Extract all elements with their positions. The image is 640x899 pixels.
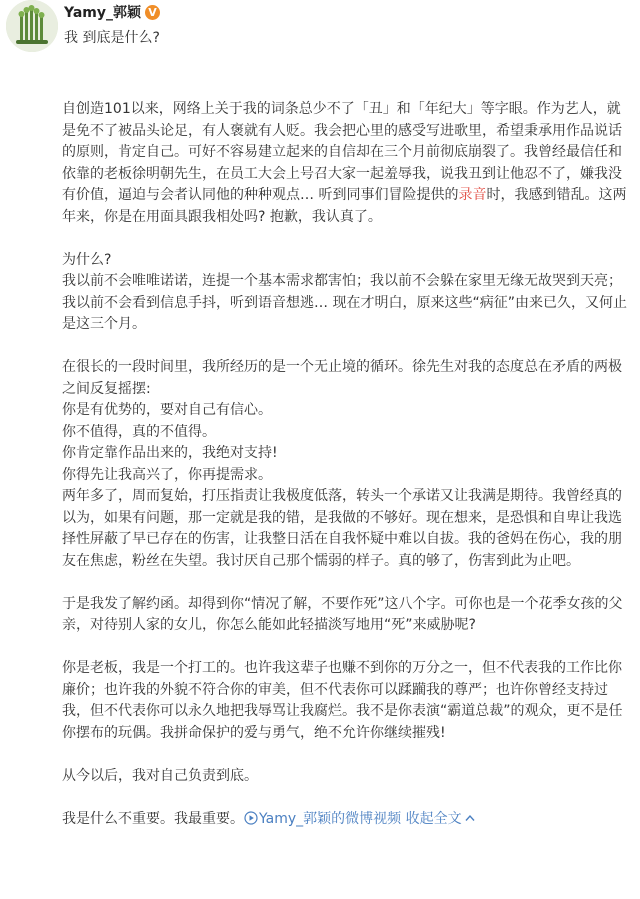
paragraph-2: 我以前不会唯唯诺诺，连提一个基本需求都害怕；我以前不会躲在家里无缘无故哭到天亮；我以前不会看到信息手抖，听到语音想逃… 现在才明白，原来这些“病征”由来已久，又何止是这三个月。 (62, 273, 627, 332)
post-subtitle: 我 到底是什么? (64, 30, 160, 46)
paragraph-8 (62, 809, 634, 831)
paragraph-4: 两年多了，周而复始，打压指责让我极度低落，转头一个承诺又让我满是期待。我曾经真的以为，如果有问题，那一定就是我的错，是我做的不够好。现在想来，是恐惧和自卑让我选择性屏蔽了早已存在的伤害，让我整日活在自我怀疑中难以自拔。我的爸妈在伤心，我的朋友在焦虑，粉丝在失望。我讨厌自己那个懦弱的样子。真的够了，伤害到此为止吧。 (62, 488, 622, 569)
paragraph-1-text-b: 时，我感到错乱。这两年来，你是在用面具跟我相处吗? 抱歉，我认真了。 (62, 187, 627, 225)
username-row[interactable] (64, 2, 160, 22)
paragraph-3: 在很长的一段时间里，我所经历的是一个无止境的循环。徐先生对我的态度总在矛盾的两极之间反复摇摆: (62, 359, 622, 397)
paragraph-1-text-a: 自创造101以来，网络上关于我的词条总少不了「丑」和「年纪大」等字眼。作为艺人，就是免不了被品头论足，有人褒就有人贬。我会把心里的感受写进歌里，希望秉承用作品说话的原则，肯定自己。可好不容易建立起来的自信却在三个月前彻底崩裂了。我曾经最信任和依靠的老板徐明朝先生，在员工大会上号召大家一起羞辱我，说我丑到让他忍不了，嫌我没有价值，逼迫与会者认同他的种种观点… 听到同事们冒险提供的 (62, 101, 622, 203)
username[interactable]: Yamy_郭颖 (64, 5, 142, 21)
collapse-link-label[interactable]: 收起全文 (405, 810, 462, 827)
video-link[interactable] (244, 811, 401, 827)
video-link-label[interactable]: Yamy_郭颖的微博视频 (259, 810, 402, 827)
paragraph-6: 你是老板，我是一个打工的。也许我这辈子也赚不到你的万分之一，但不代表我的工作比你廉价；也许我的外貌不符合你的审美，但不代表你可以蹂躏我的尊严；也许你曾经支持过我，但不代表你可以永久地把我辱骂让我腐烂。我不是你表演“霸道总裁”的观众，更不是任你摆布的玩偶。我拼命保护的爱与勇气，绝不允许你继续摧残! (62, 660, 623, 741)
verified-badge-icon: V (145, 5, 160, 20)
paragraph-5: 于是我发了解约函。却得到你“情况了解，不要作死”这八个字。可你也是一个花季女孩的父亲，对待别人家的女儿，你怎么能如此轻描淡写地用“死”来威胁呢? (62, 595, 623, 633)
paragraph-7: 从今以后，我对自己负责到底。 (62, 767, 258, 784)
recording-highlight: 录音 (458, 187, 487, 203)
avatar-image (6, 0, 58, 52)
collapse-link[interactable] (406, 811, 475, 827)
chevron-up-icon (465, 814, 475, 822)
paragraph-1 (62, 99, 634, 228)
quote-3: 你肯定靠作品出来的，我绝对支持! (62, 445, 278, 461)
paragraph-2-title: 为什么? (62, 251, 112, 268)
avatar[interactable] (6, 0, 58, 52)
quote-1: 你是有优势的，要对自己有信心。 (62, 402, 272, 418)
quote-4: 你得先让我高兴了，你再提需求。 (62, 466, 272, 483)
paragraph-8-text: 我是什么不重要。我最重要。 (62, 810, 244, 827)
post-body (62, 99, 634, 830)
post-header (0, 0, 640, 60)
quote-2: 你不值得，真的不值得。 (62, 423, 216, 440)
play-icon (244, 811, 258, 825)
